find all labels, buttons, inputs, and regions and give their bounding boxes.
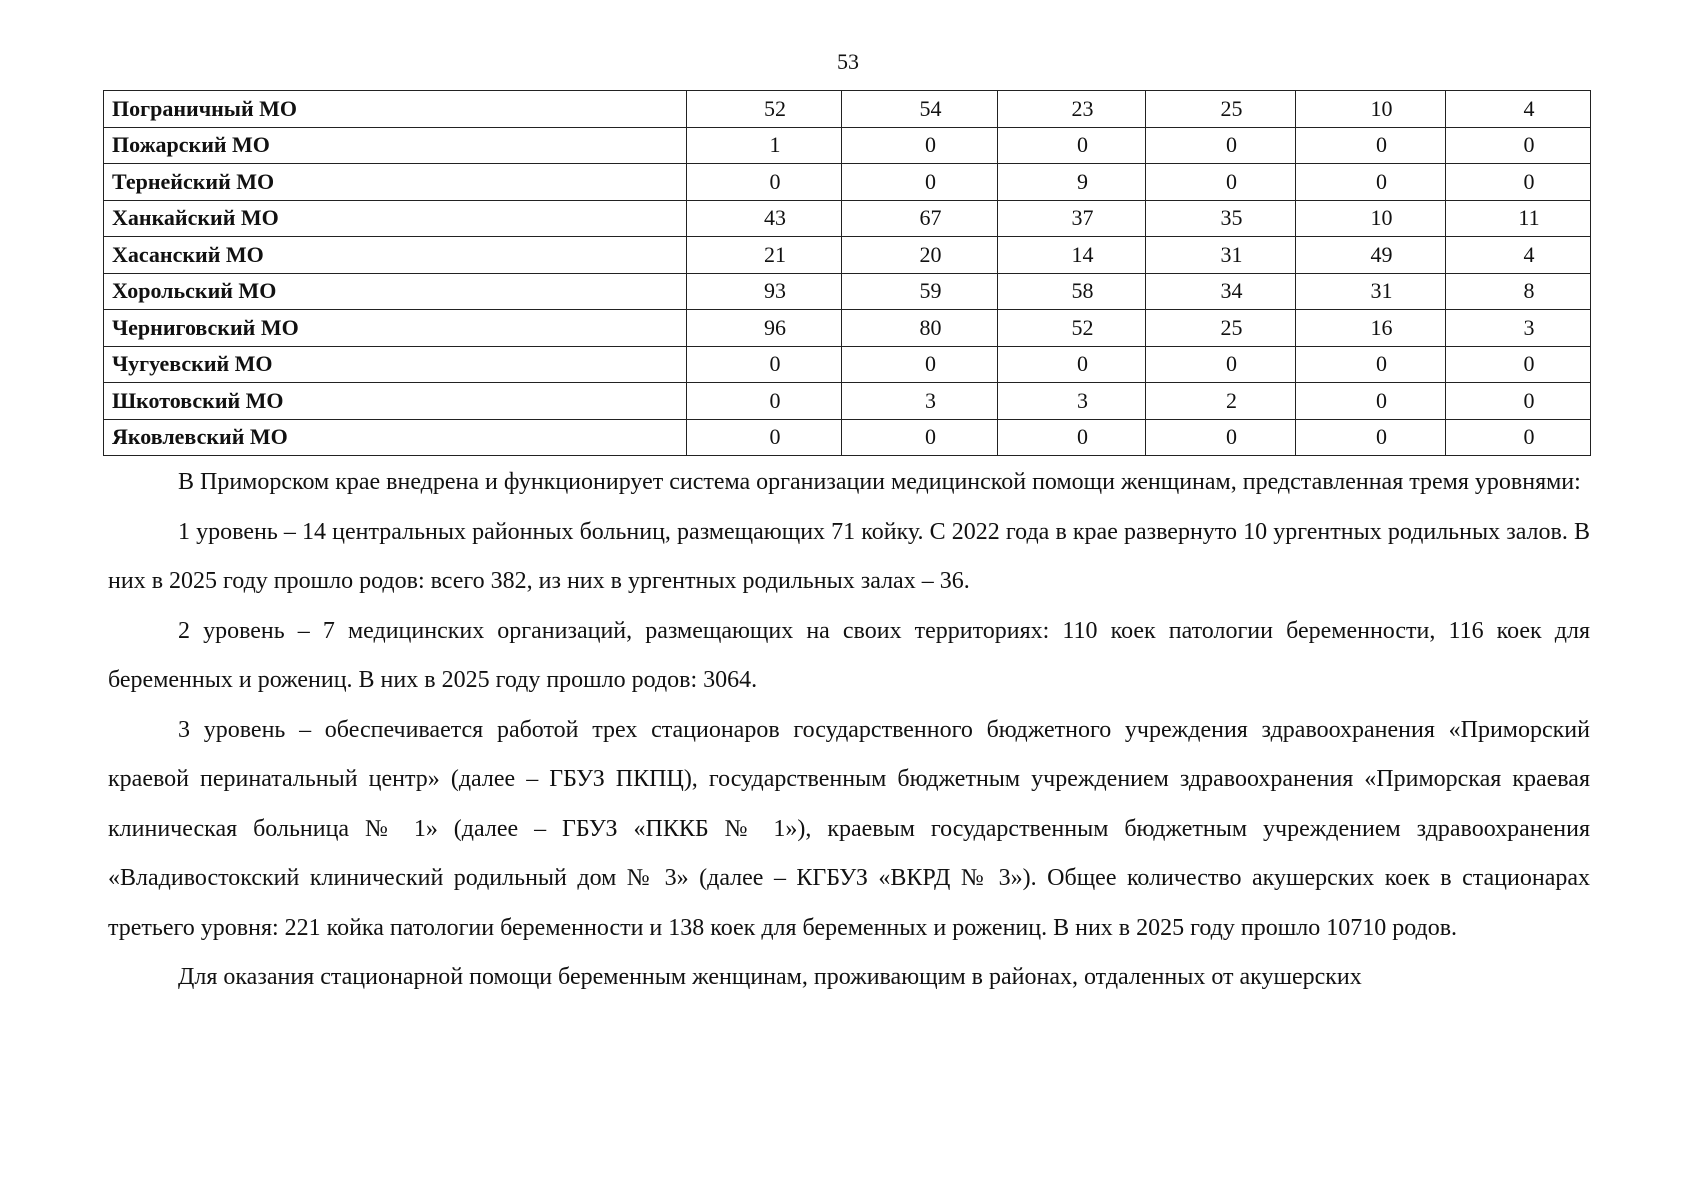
paragraph-level-3: 3 уровень – обеспечивается работой трех стационаров государственного бюджетного учреждения здравоохранения «Приморский краевой перинатальный центр» (далее – ГБУЗ ПКПЦ), государственным бюджетным учреждением здравоохранения «Приморская краевая клиническая больница № 1» (далее – ГБУЗ «ПККБ № 1»), краевым государственным бюджетным учреждением здравоохранения «Владивостокский клинический родильный дом № 3» (далее – КГБУЗ «ВКРД № 3»). Общее количество акушерских коек в стационарах третьего уровня: 221 койка патологии беременности и 138 коек для беременных и рожениц. В них в 2025 году прошло 10710 родов.: [108, 716, 1590, 941]
table-cell: 8: [1446, 273, 1591, 310]
table-cell: 0: [1296, 383, 1446, 420]
table-cell: 21: [687, 237, 842, 274]
table-cell: 96: [687, 310, 842, 347]
table-row: [104, 273, 1591, 310]
table-cell: 59: [842, 273, 998, 310]
table-cell: 14: [998, 237, 1146, 274]
row-label: Тернейский МО: [104, 164, 687, 201]
row-label: Хасанский МО: [104, 237, 687, 274]
table-cell: 2: [1146, 383, 1296, 420]
table-cell: 37: [998, 200, 1146, 237]
table-cell: 0: [687, 346, 842, 383]
table-cell: 0: [842, 127, 998, 164]
table-cell: 0: [1446, 346, 1591, 383]
table-cell: 0: [1146, 164, 1296, 201]
table-cell: 31: [1296, 273, 1446, 310]
table-cell: 20: [842, 237, 998, 274]
row-label: Пожарский МО: [104, 127, 687, 164]
table-cell: 0: [1446, 383, 1591, 420]
table-cell: 67: [842, 200, 998, 237]
table-cell: 9: [998, 164, 1146, 201]
table-cell: 0: [1296, 164, 1446, 201]
row-label: Хорольский МО: [104, 273, 687, 310]
paragraph-level-1: 1 уровень – 14 центральных районных больниц, размещающих 71 койку. С 2022 года в крае развернуто 10 ургентных родильных залов. В них в 2025 году прошло родов: всего 382, из них в ургентных родильных залах – 36.: [108, 518, 1590, 594]
table-cell: 49: [1296, 237, 1446, 274]
row-label: Яковлевский МО: [104, 419, 687, 456]
table-cell: 43: [687, 200, 842, 237]
table-cell: 52: [687, 91, 842, 128]
body-text: [108, 458, 1590, 1003]
table-cell: 80: [842, 310, 998, 347]
table-cell: 0: [687, 383, 842, 420]
row-label: Ханкайский МО: [104, 200, 687, 237]
table-cell: 54: [842, 91, 998, 128]
table-cell: 3: [1446, 310, 1591, 347]
row-label: Черниговский МО: [104, 310, 687, 347]
table-cell: 0: [998, 419, 1146, 456]
row-label: Чугуевский МО: [104, 346, 687, 383]
table-row: [104, 164, 1591, 201]
table-cell: 0: [1146, 346, 1296, 383]
paragraph-level-2: 2 уровень – 7 медицинских организаций, размещающих на своих территориях: 110 коек патологии беременности, 116 коек для беременных и рожениц. В них в 2025 году прошло родов: 3064.: [108, 617, 1590, 693]
table-cell: 25: [1146, 91, 1296, 128]
table-row: [104, 419, 1591, 456]
table-row: [104, 127, 1591, 164]
table-cell: 0: [842, 164, 998, 201]
table-cell: 0: [687, 419, 842, 456]
page-number: 53: [837, 49, 859, 74]
table-cell: 0: [1296, 346, 1446, 383]
table-cell: 3: [842, 383, 998, 420]
table-cell: 4: [1446, 237, 1591, 274]
row-label: Пограничный МО: [104, 91, 687, 128]
table-cell: 52: [998, 310, 1146, 347]
table-cell: 58: [998, 273, 1146, 310]
table-row: [104, 383, 1591, 420]
table-body: [104, 91, 1591, 456]
table-cell: 11: [1446, 200, 1591, 237]
table-cell: 10: [1296, 91, 1446, 128]
row-label: Шкотовский МО: [104, 383, 687, 420]
statistics-table: [103, 90, 1591, 456]
table-row: [104, 237, 1591, 274]
table-cell: 34: [1146, 273, 1296, 310]
table-cell: 0: [842, 419, 998, 456]
table-cell: 0: [1146, 419, 1296, 456]
paragraph-intro: В Приморском крае внедрена и функционирует система организации медицинской помощи женщинам, представленная тремя уровнями:: [178, 469, 1581, 495]
table-cell: 0: [998, 346, 1146, 383]
table-cell: 1: [687, 127, 842, 164]
table-cell: 25: [1146, 310, 1296, 347]
table-cell: 0: [1296, 419, 1446, 456]
table-row: [104, 346, 1591, 383]
table-cell: 3: [998, 383, 1146, 420]
table-cell: 0: [998, 127, 1146, 164]
table-row: [104, 310, 1591, 347]
table-row: [104, 91, 1591, 128]
table-cell: 10: [1296, 200, 1446, 237]
table-cell: 93: [687, 273, 842, 310]
table-cell: 0: [1446, 164, 1591, 201]
table-cell: 0: [1446, 419, 1591, 456]
table-cell: 31: [1146, 237, 1296, 274]
table-cell: 0: [842, 346, 998, 383]
table-cell: 16: [1296, 310, 1446, 347]
table-cell: 0: [1146, 127, 1296, 164]
table-cell: 0: [687, 164, 842, 201]
table-cell: 0: [1446, 127, 1591, 164]
table-cell: 4: [1446, 91, 1591, 128]
table-row: [104, 200, 1591, 237]
paragraph-continuation: Для оказания стационарной помощи беременным женщинам, проживающим в районах, отдаленных от акушерских: [178, 964, 1362, 990]
table-cell: 35: [1146, 200, 1296, 237]
table-cell: 23: [998, 91, 1146, 128]
table-cell: 0: [1296, 127, 1446, 164]
